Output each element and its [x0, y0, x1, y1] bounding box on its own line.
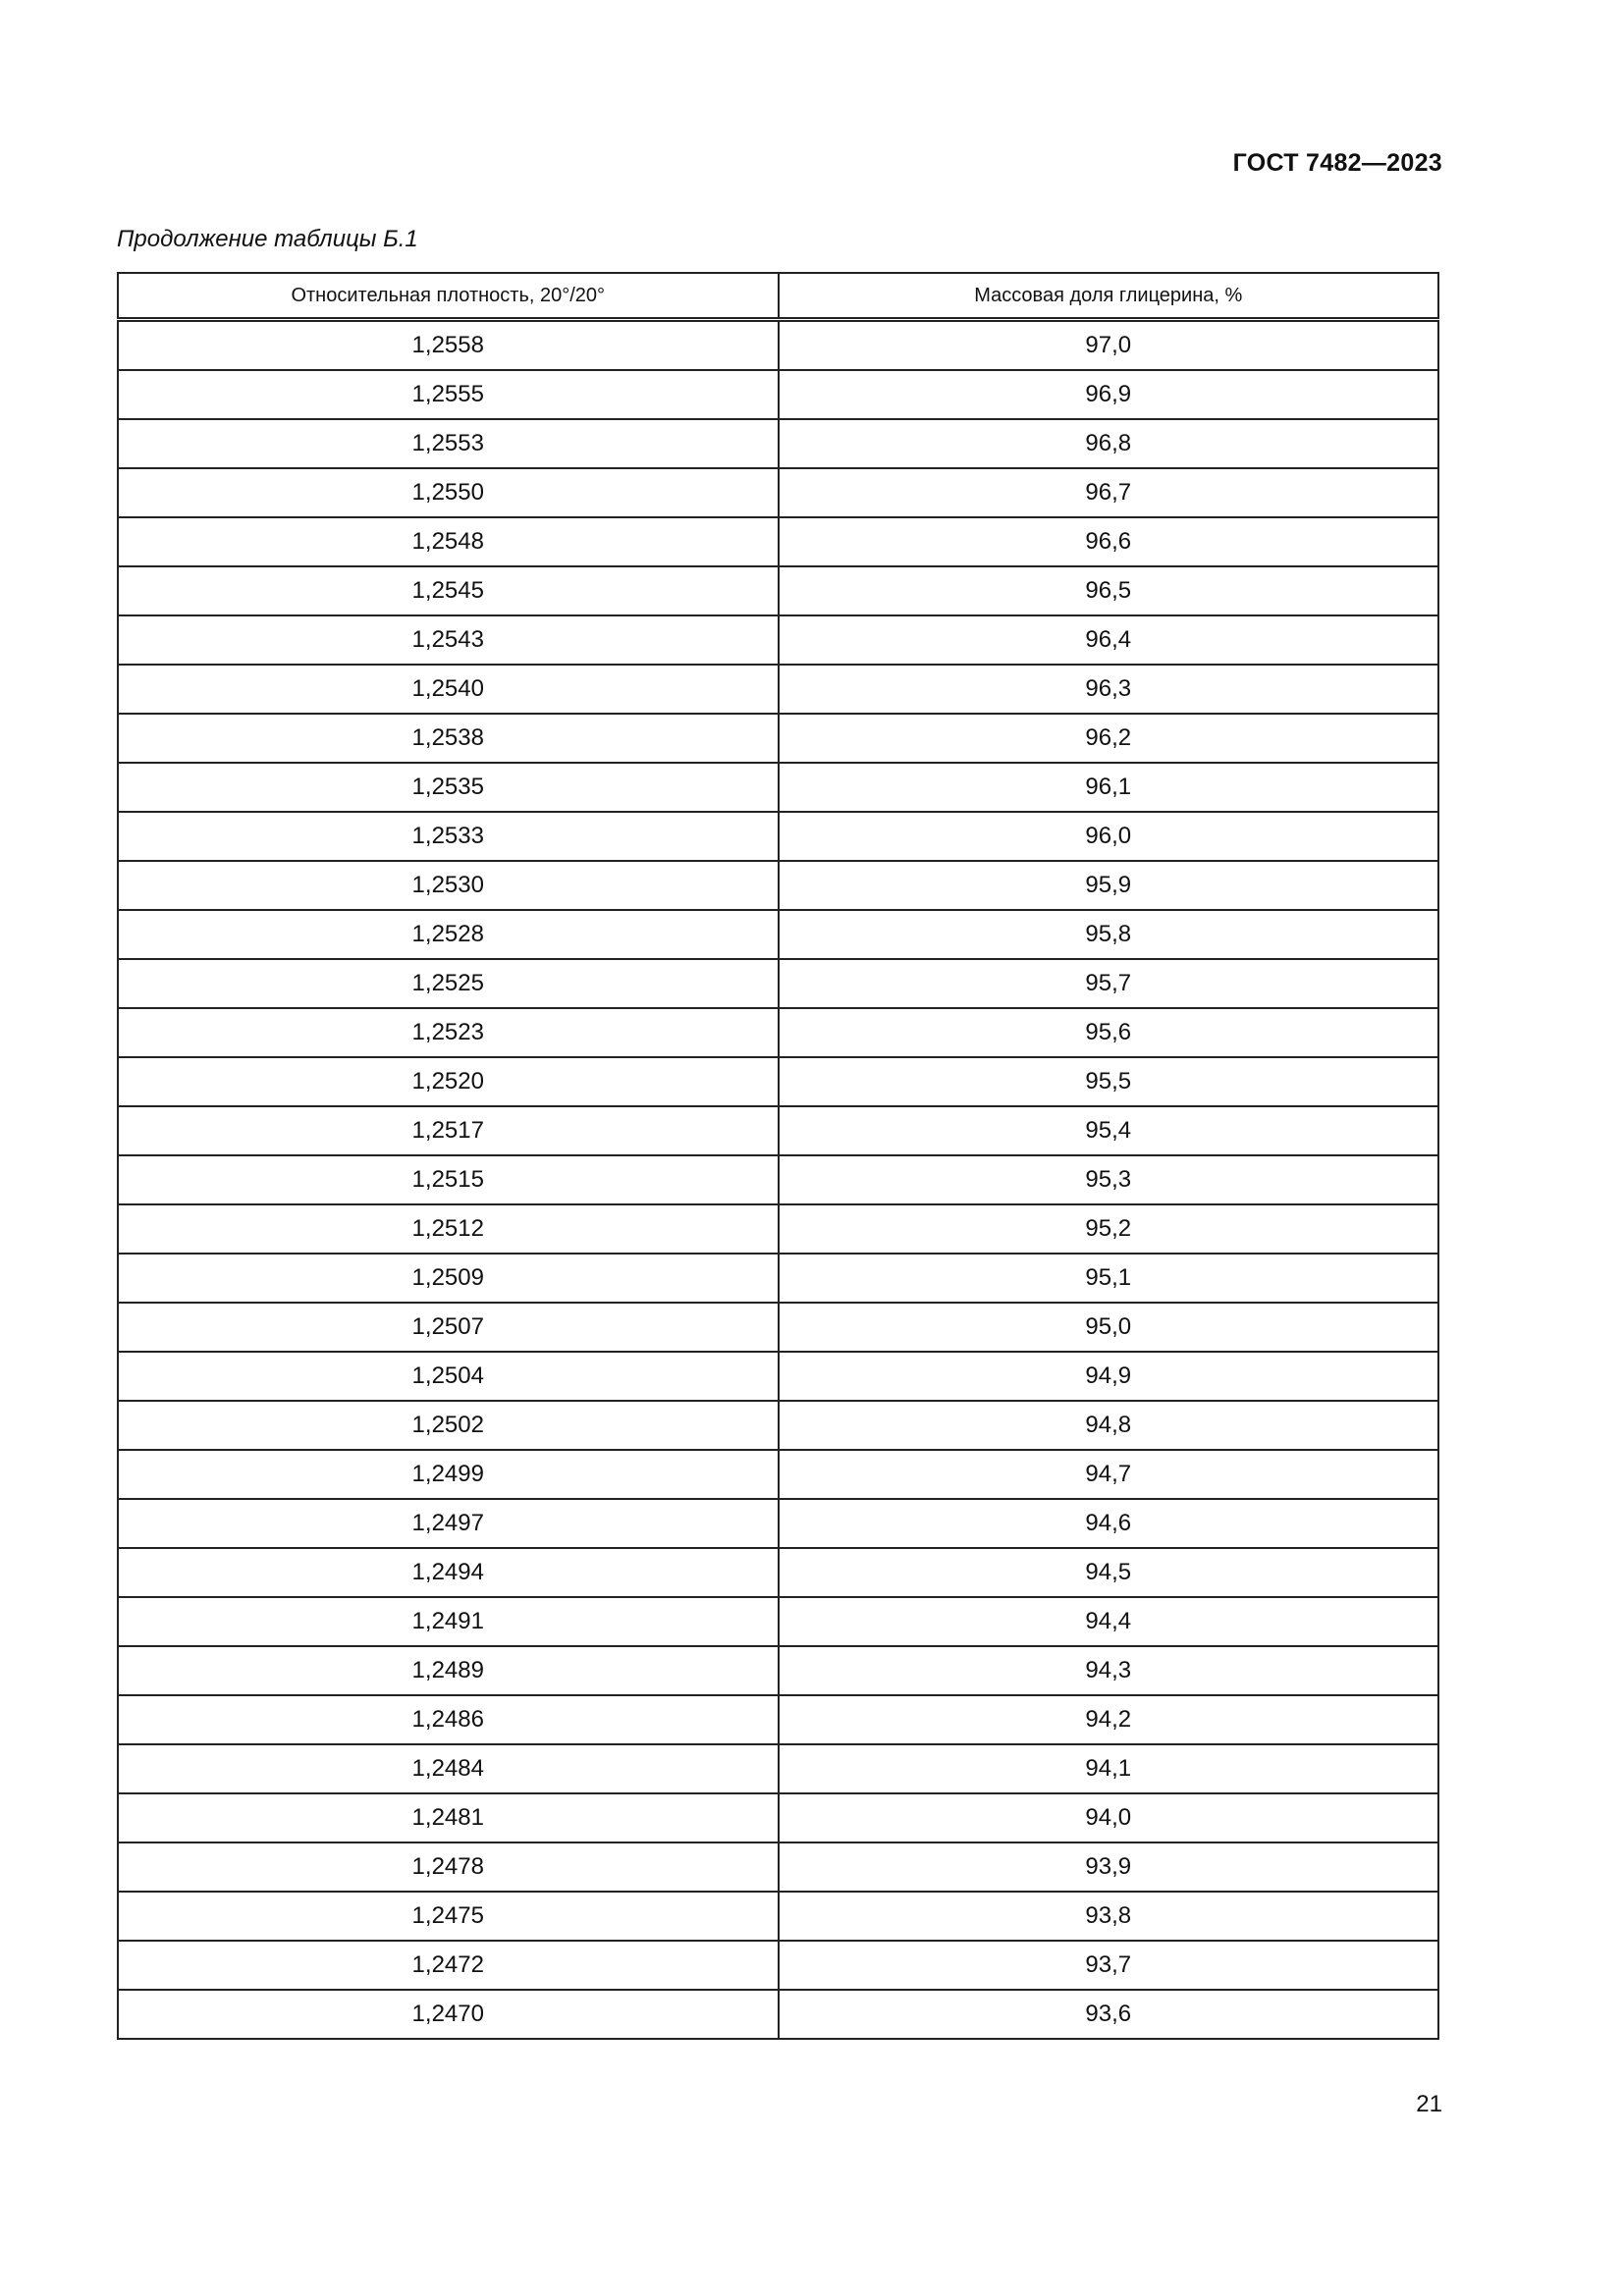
cell-glycerin-mass-fraction: 94,8	[779, 1401, 1439, 1450]
cell-relative-density: 1,2489	[118, 1646, 779, 1695]
table-row	[118, 861, 1438, 910]
cell-glycerin-mass-fraction: 94,4	[779, 1597, 1439, 1646]
cell-relative-density: 1,2484	[118, 1744, 779, 1793]
cell-relative-density: 1,2475	[118, 1892, 779, 1941]
table-row	[118, 419, 1438, 468]
cell-glycerin-mass-fraction: 94,3	[779, 1646, 1439, 1695]
cell-glycerin-mass-fraction: 96,0	[779, 812, 1439, 861]
cell-glycerin-mass-fraction: 96,9	[779, 370, 1439, 419]
table-row	[118, 517, 1438, 566]
cell-relative-density: 1,2543	[118, 615, 779, 665]
cell-glycerin-mass-fraction: 94,5	[779, 1548, 1439, 1597]
cell-relative-density: 1,2499	[118, 1450, 779, 1499]
cell-relative-density: 1,2525	[118, 959, 779, 1008]
cell-relative-density: 1,2494	[118, 1548, 779, 1597]
table-row	[118, 1793, 1438, 1842]
table-row	[118, 1254, 1438, 1303]
table-row	[118, 1744, 1438, 1793]
cell-glycerin-mass-fraction: 95,9	[779, 861, 1439, 910]
table-row	[118, 665, 1438, 714]
page-number: 21	[1416, 2091, 1442, 2117]
cell-relative-density: 1,2550	[118, 468, 779, 517]
cell-glycerin-mass-fraction: 95,8	[779, 910, 1439, 959]
table-row	[118, 1695, 1438, 1744]
cell-relative-density: 1,2512	[118, 1204, 779, 1254]
table-row	[118, 1204, 1438, 1254]
table-container	[117, 272, 1439, 2040]
cell-relative-density: 1,2502	[118, 1401, 779, 1450]
cell-relative-density: 1,2491	[118, 1597, 779, 1646]
table-row	[118, 1892, 1438, 1941]
cell-relative-density: 1,2517	[118, 1106, 779, 1155]
table-row	[118, 1352, 1438, 1401]
cell-relative-density: 1,2507	[118, 1303, 779, 1352]
table-row	[118, 468, 1438, 517]
cell-glycerin-mass-fraction: 96,1	[779, 763, 1439, 812]
cell-relative-density: 1,2553	[118, 419, 779, 468]
cell-relative-density: 1,2478	[118, 1842, 779, 1892]
table-row	[118, 1450, 1438, 1499]
table-row	[118, 1155, 1438, 1204]
cell-glycerin-mass-fraction: 93,8	[779, 1892, 1439, 1941]
cell-glycerin-mass-fraction: 96,6	[779, 517, 1439, 566]
cell-relative-density: 1,2504	[118, 1352, 779, 1401]
cell-glycerin-mass-fraction: 93,6	[779, 1990, 1439, 2039]
table-row	[118, 763, 1438, 812]
cell-glycerin-mass-fraction: 94,1	[779, 1744, 1439, 1793]
table-row	[118, 812, 1438, 861]
cell-glycerin-mass-fraction: 93,7	[779, 1941, 1439, 1990]
table-row	[118, 1499, 1438, 1548]
cell-relative-density: 1,2545	[118, 566, 779, 615]
cell-relative-density: 1,2515	[118, 1155, 779, 1204]
cell-relative-density: 1,2486	[118, 1695, 779, 1744]
table-row	[118, 1548, 1438, 1597]
cell-glycerin-mass-fraction: 94,9	[779, 1352, 1439, 1401]
table-row	[118, 1106, 1438, 1155]
table-row	[118, 1646, 1438, 1695]
cell-glycerin-mass-fraction: 96,8	[779, 419, 1439, 468]
cell-glycerin-mass-fraction: 96,7	[779, 468, 1439, 517]
cell-relative-density: 1,2470	[118, 1990, 779, 2039]
table-row	[118, 1303, 1438, 1352]
table-row	[118, 1842, 1438, 1892]
table-row	[118, 1008, 1438, 1057]
cell-glycerin-mass-fraction: 95,6	[779, 1008, 1439, 1057]
cell-relative-density: 1,2555	[118, 370, 779, 419]
cell-relative-density: 1,2472	[118, 1941, 779, 1990]
cell-glycerin-mass-fraction: 94,6	[779, 1499, 1439, 1548]
cell-glycerin-mass-fraction: 95,7	[779, 959, 1439, 1008]
cell-glycerin-mass-fraction: 96,5	[779, 566, 1439, 615]
cell-glycerin-mass-fraction: 96,3	[779, 665, 1439, 714]
cell-glycerin-mass-fraction: 96,2	[779, 714, 1439, 763]
cell-glycerin-mass-fraction: 95,3	[779, 1155, 1439, 1204]
cell-relative-density: 1,2520	[118, 1057, 779, 1106]
cell-relative-density: 1,2523	[118, 1008, 779, 1057]
cell-relative-density: 1,2535	[118, 763, 779, 812]
table-row	[118, 959, 1438, 1008]
cell-glycerin-mass-fraction: 94,2	[779, 1695, 1439, 1744]
table-row	[118, 910, 1438, 959]
column-header-relative-density: Относительная плотность, 20°/20°	[118, 273, 779, 320]
cell-glycerin-mass-fraction: 95,5	[779, 1057, 1439, 1106]
table-caption: Продолжение таблицы Б.1	[117, 226, 418, 252]
cell-glycerin-mass-fraction: 95,4	[779, 1106, 1439, 1155]
cell-relative-density: 1,2533	[118, 812, 779, 861]
density-glycerin-table	[117, 272, 1439, 2040]
cell-relative-density: 1,2540	[118, 665, 779, 714]
cell-relative-density: 1,2538	[118, 714, 779, 763]
cell-glycerin-mass-fraction: 95,0	[779, 1303, 1439, 1352]
cell-relative-density: 1,2509	[118, 1254, 779, 1303]
cell-glycerin-mass-fraction: 97,0	[779, 320, 1439, 371]
column-header-glycerin-mass-fraction: Массовая доля глицерина, %	[779, 273, 1439, 320]
cell-relative-density: 1,2558	[118, 320, 779, 371]
cell-glycerin-mass-fraction: 95,2	[779, 1204, 1439, 1254]
cell-glycerin-mass-fraction: 93,9	[779, 1842, 1439, 1892]
cell-relative-density: 1,2530	[118, 861, 779, 910]
cell-relative-density: 1,2497	[118, 1499, 779, 1548]
table-row	[118, 320, 1438, 371]
table-body	[118, 320, 1438, 2040]
table-row	[118, 566, 1438, 615]
table-header-row	[118, 273, 1438, 320]
cell-relative-density: 1,2528	[118, 910, 779, 959]
table-row	[118, 1941, 1438, 1990]
cell-relative-density: 1,2481	[118, 1793, 779, 1842]
cell-glycerin-mass-fraction: 94,0	[779, 1793, 1439, 1842]
table-row	[118, 615, 1438, 665]
cell-glycerin-mass-fraction: 96,4	[779, 615, 1439, 665]
cell-glycerin-mass-fraction: 94,7	[779, 1450, 1439, 1499]
cell-relative-density: 1,2548	[118, 517, 779, 566]
cell-glycerin-mass-fraction: 95,1	[779, 1254, 1439, 1303]
document-code: ГОСТ 7482—2023	[1232, 149, 1442, 177]
table-row	[118, 370, 1438, 419]
table-row	[118, 714, 1438, 763]
table-row	[118, 1597, 1438, 1646]
table-row	[118, 1057, 1438, 1106]
table-row	[118, 1990, 1438, 2039]
table-row	[118, 1401, 1438, 1450]
